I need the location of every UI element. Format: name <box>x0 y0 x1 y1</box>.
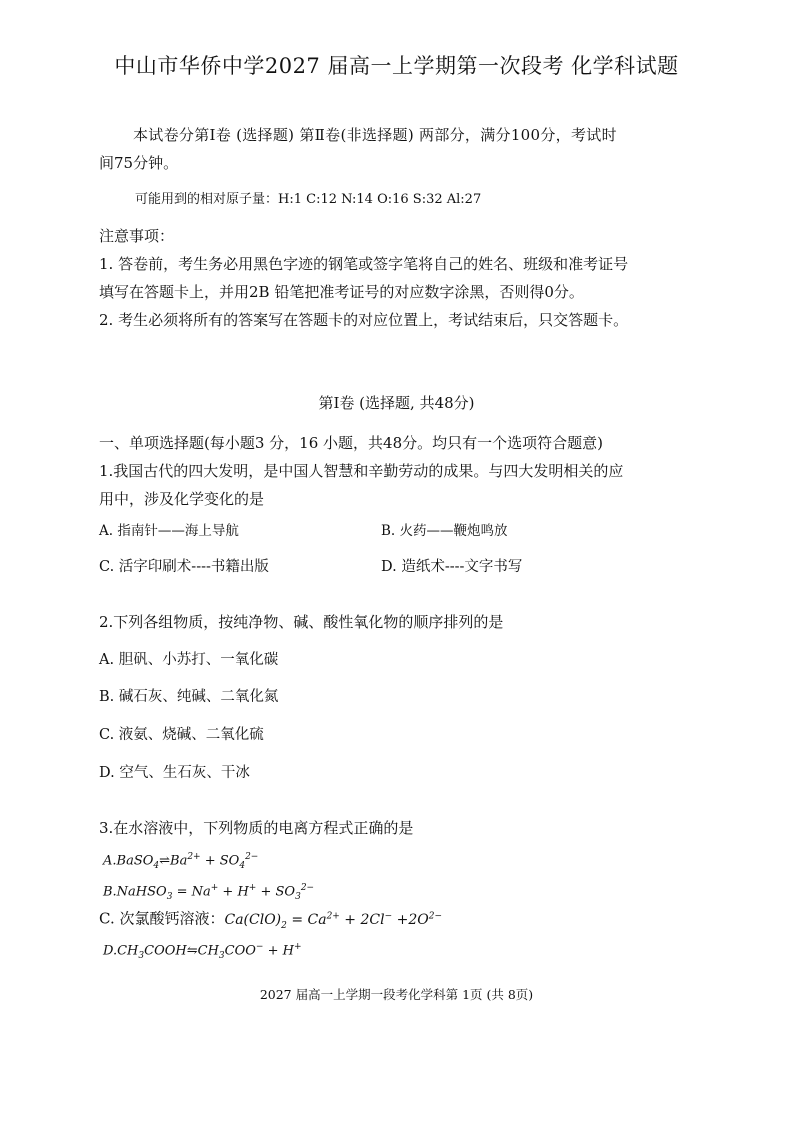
q1-stem-line-2: 用中，涉及化学变化的是 <box>99 490 265 508</box>
intro-line-2: 间75分钟。 <box>99 154 179 172</box>
q3-stem: 3.在水溶液中，下列物质的电离方程式正确的是 <box>99 819 414 837</box>
intro-line-1: 本试卷分第Ⅰ卷 (选择题) 第Ⅱ卷(非选择题) 两部分，满分100分，考试时 <box>133 126 617 144</box>
q1-option-c: C. 活字印刷术----书籍出版 <box>99 559 269 575</box>
notes-item-1-line-1: 1. 答卷前，考生务必用黑色字迹的钢笔或签字笔将自己的姓名、班级和准考证号 <box>99 255 629 273</box>
q3-option-c-equation: $Ca(ClO)_2 = Ca^{2+} + 2Cl^- +2O^{2-}$ <box>224 911 442 931</box>
q2-option-b: B. 碱石灰、纯碱、二氧化氮 <box>99 689 279 705</box>
notes-item-2: 2. 考生必须将所有的答案写在答题卡的对应位置上，考试结束后，只交答题卡。 <box>99 311 629 329</box>
section-1-instruction: 一、单项选择题(每小题3 分，16 小题，共48分。均只有一个选项符合题意) <box>99 434 603 452</box>
notes-item-1-line-2: 填写在答题卡上，并用2B 铅笔把准考证号的对应数字涂黑，否则得0分。 <box>99 283 584 301</box>
q1-option-a: A. 指南针——海上导航 <box>99 523 239 539</box>
exam-title: 中山市华侨中学2027 届高一上学期第一次段考 化学科试题 <box>114 54 679 78</box>
q3-option-c-label <box>99 906 442 935</box>
q2-stem: 2.下列各组物质，按纯净物、碱、酸性氧化物的顺序排列的是 <box>99 613 504 631</box>
q3-option-b-equation: B.NaHSO$_3$ = $Na^+ + H^+ + SO_3^{2-}$ <box>103 883 315 902</box>
q2-option-d: D. 空气、生石灰、干冰 <box>99 765 250 781</box>
q3-option-a-equation: $A.BaSO_4\rightleftharpoons Ba^{2+} + SO_4^{2-}$ <box>103 852 259 871</box>
notes-heading: 注意事项： <box>99 227 175 245</box>
q2-option-c: C. 液氨、烧碱、二氧化硫 <box>99 727 264 743</box>
q3-option-c-text: C. 次氯酸钙溶液： <box>99 909 225 928</box>
section-1-heading: 第Ⅰ卷 (选择题, 共48分) <box>318 394 475 412</box>
atomic-masses: 可能用到的相对原子量：H:1 C:12 N:14 O:16 S:32 Al:27 <box>135 192 482 207</box>
q1-option-b: B. 火药——鞭炮鸣放 <box>381 523 508 539</box>
q1-stem-line-1: 1.我国古代的四大发明，是中国人智慧和辛勤劳动的成果。与四大发明相关的应 <box>99 462 624 480</box>
page-footer: 2027 届高一上学期一段考化学科第 1页 (共 8页) <box>259 987 534 1002</box>
q1-option-d: D. 造纸术----文字书写 <box>381 559 523 575</box>
q3-option-d-equation: $D.CH_3COOH⇋CH_3COO^- + H^+$ <box>103 942 302 961</box>
q2-option-a: A. 胆矾、小苏打、一氧化碳 <box>99 652 279 668</box>
